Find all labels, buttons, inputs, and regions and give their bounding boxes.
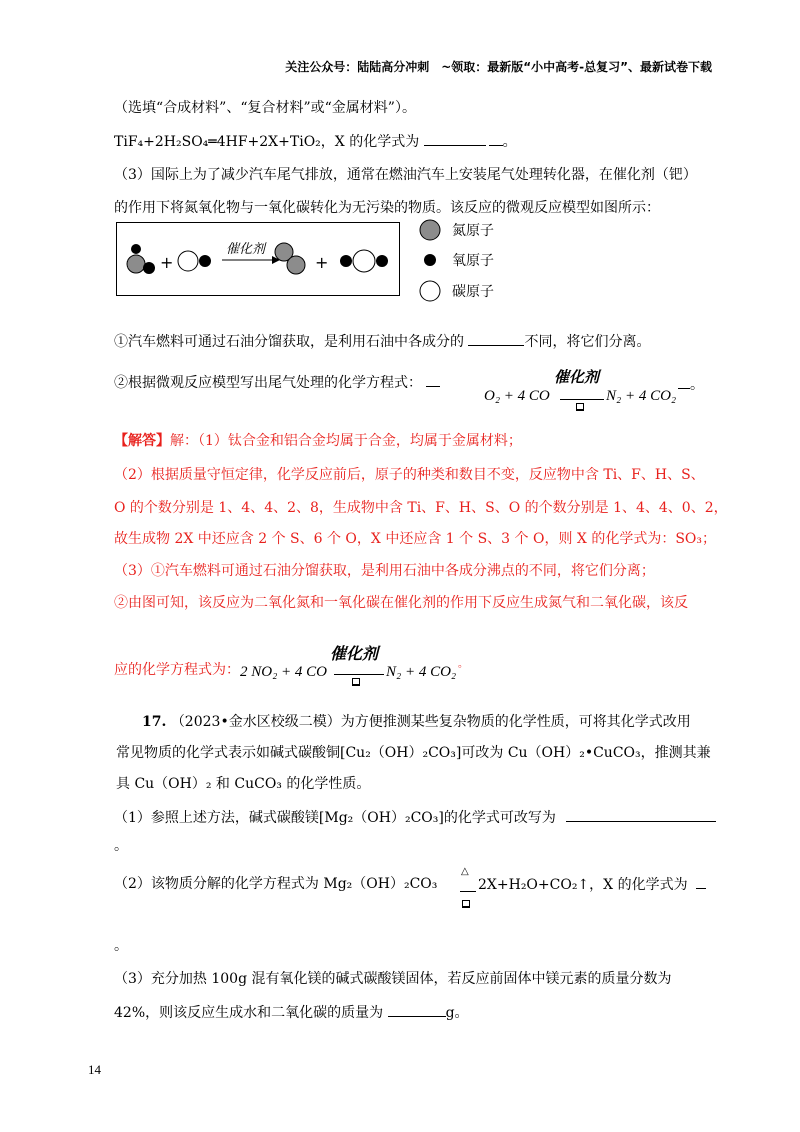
eq1-bar — [560, 399, 604, 400]
page-number: 14 — [88, 1062, 101, 1077]
co-molecule — [178, 251, 211, 271]
answer-blank-tail — [678, 374, 690, 389]
answer-line6: ②由图可知，该反应为二氧化氮和一氧化碳在催化剂的作用下反应生成氮气和二氧化碳，该反 — [114, 595, 688, 611]
q17-line1-text: （2023•金水区校级二模）为方便推测某些复杂物质的化学性质，可将其化学式改用 — [170, 714, 691, 730]
plus-sign-1: + — [160, 253, 174, 272]
legend-carbon-label: 碳原子 — [452, 284, 494, 300]
answer-blank[interactable] — [468, 331, 524, 346]
answer-blank[interactable] — [566, 807, 716, 822]
q17-sub3-line2 — [114, 1002, 469, 1023]
answer-line3: O 的个数分别是 1、4、4、2、8，生成物中含 Ti、F、H、S、O 的个数分别是 1、4、4、0、2， — [114, 500, 728, 516]
q17-sub2-rest — [478, 874, 706, 895]
answer-line1-text: 解：（1）钛合金和铝合金均属于合金，均属于金属材料； — [170, 433, 522, 449]
q16-line2-end: 。 — [502, 134, 517, 150]
eq2-box-icon — [352, 678, 360, 686]
q16-line4: 的作用下将氮氧化物与一氧化碳转化为无污染的物质。该反应的微观反应模型如图所示： — [114, 200, 660, 216]
eq1-left: O₂ + 4 CO — [484, 388, 550, 404]
eq2-right: N₂ + 4 CO₂ — [386, 664, 457, 680]
q17-number: 17. — [142, 714, 167, 730]
answer-line1 — [114, 431, 522, 451]
legend-oxygen-label: 氧原子 — [452, 253, 494, 269]
q17-sub1-text: （1）参照上述方法，碱式碳酸镁[Mg₂（OH）₂CO₃]的化学式可改写为 — [114, 810, 556, 826]
legend-nitrogen-label: 氮原子 — [452, 223, 494, 239]
answer-tag: 【解答】 — [114, 433, 170, 449]
eq2-bar — [334, 674, 384, 675]
answer-blank-tail — [489, 131, 503, 146]
q17-line2: 常见物质的化学式表示如碱式碳酸铜[Cu₂（OH）₂CO₃]可改为 Cu（OH）₂•CuCO₃，推测其兼 — [116, 745, 711, 761]
nitrogen-atom-icon — [420, 220, 440, 240]
q17-line3: 具 Cu（OH）₂ 和 CuCO₃ 的化学性质。 — [116, 776, 371, 792]
answer-line5: （3）①汽车燃料可通过石油分馏获取，是利用石油中各成分沸点的不同，将它们分离； — [114, 563, 655, 579]
eq1-end — [678, 374, 704, 395]
no2-molecule — [127, 244, 155, 274]
oxygen-atom-icon — [424, 254, 436, 266]
co2-molecule — [340, 250, 388, 272]
eq1-catalyst: 催化剂 — [554, 368, 600, 386]
eq3-bar — [460, 891, 476, 892]
answer-blank[interactable] — [426, 372, 440, 387]
q16-sub1 — [114, 331, 650, 352]
q17-sub3-unit: g。 — [445, 1005, 469, 1021]
eq2-left: 2 NO₂ + 4 CO — [240, 664, 328, 680]
diagram-legend — [420, 220, 494, 301]
answer-line2: （2）根据质量守恒定律，化学反应前后，原子的种类和数目不变，反应物中含 Ti、F、H、S、 — [114, 467, 705, 483]
eq1-end-mark: 。 — [690, 377, 704, 393]
q16-line2 — [114, 131, 517, 152]
q17-sub1 — [114, 807, 716, 828]
answer-blank[interactable] — [424, 131, 486, 146]
heat-symbol: △ — [461, 866, 469, 877]
q17-sub1-end: 。 — [114, 838, 128, 854]
answer-blank[interactable] — [696, 874, 706, 889]
q16-sub2-text: ②根据微观反应模型写出尾气处理的化学方程式： — [114, 375, 422, 391]
answer-line4: 故生成物 2X 中还应含 2 个 S、6 个 O，X 中还应含 1 个 S、3 个 O，则 X 的化学式为：SO₃； — [114, 531, 717, 547]
answer-line7: 应的化学方程式为： — [114, 662, 240, 678]
q17-sub3-text: 42%，则该反应生成水和二氧化碳的质量为 — [114, 1005, 384, 1021]
plus-sign-2: + — [315, 253, 329, 272]
q17-sub2-end: 。 — [114, 938, 128, 954]
eq1-box-icon — [576, 403, 584, 411]
q16-sub2 — [114, 372, 440, 393]
q16-sub1-text: ①汽车燃料可通过石油分馏获取，是利用石油中各成分的 — [114, 334, 464, 350]
reaction-model-diagram — [116, 216, 516, 306]
q16-line3: （3）国际上为了减少汽车尾气排放，通常在燃油汽车上安装尾气处理转化器，在催化剂（钯） — [114, 167, 697, 183]
carbon-atom-icon — [420, 281, 440, 301]
answer-blank[interactable] — [388, 1002, 446, 1017]
eq3-box-icon — [462, 900, 470, 908]
eq2-catalyst: 催化剂 — [330, 644, 379, 663]
page-header: 关注公众号：陆陆高分冲刺 ~领取：最新版“小中高考-总复习”、最新试卷下载 — [285, 60, 712, 74]
q16-line1: （选填“合成材料”、“复合材料”或“金属材料”）。 — [114, 100, 416, 116]
eq1-right: N₂ + 4 CO₂ — [606, 388, 677, 404]
q17-sub2-text: （2）该物质分解的化学方程式为 Mg₂（OH）₂CO₃ — [114, 876, 438, 892]
q17-sub3-line1: （3）充分加热 100g 混有氧化镁的碱式碳酸镁固体，若反应前固体中镁元素的质量分数为 — [114, 971, 672, 987]
q16-reaction-text: TiF₄+2H₂SO₄═4HF+2X+TiO₂，X 的化学式为 — [114, 134, 420, 150]
q16-sub1-end: 不同，将它们分离。 — [524, 334, 651, 350]
q17-sub2-rest-text: 2X+H₂O+CO₂↑，X 的化学式为 — [478, 877, 688, 893]
q17-line1 — [142, 712, 691, 732]
n2-molecule — [275, 243, 305, 274]
q17-sub2 — [114, 874, 437, 894]
catalyst-label: 催化剂 — [226, 242, 266, 257]
eq2-end: 。 — [458, 659, 468, 670]
